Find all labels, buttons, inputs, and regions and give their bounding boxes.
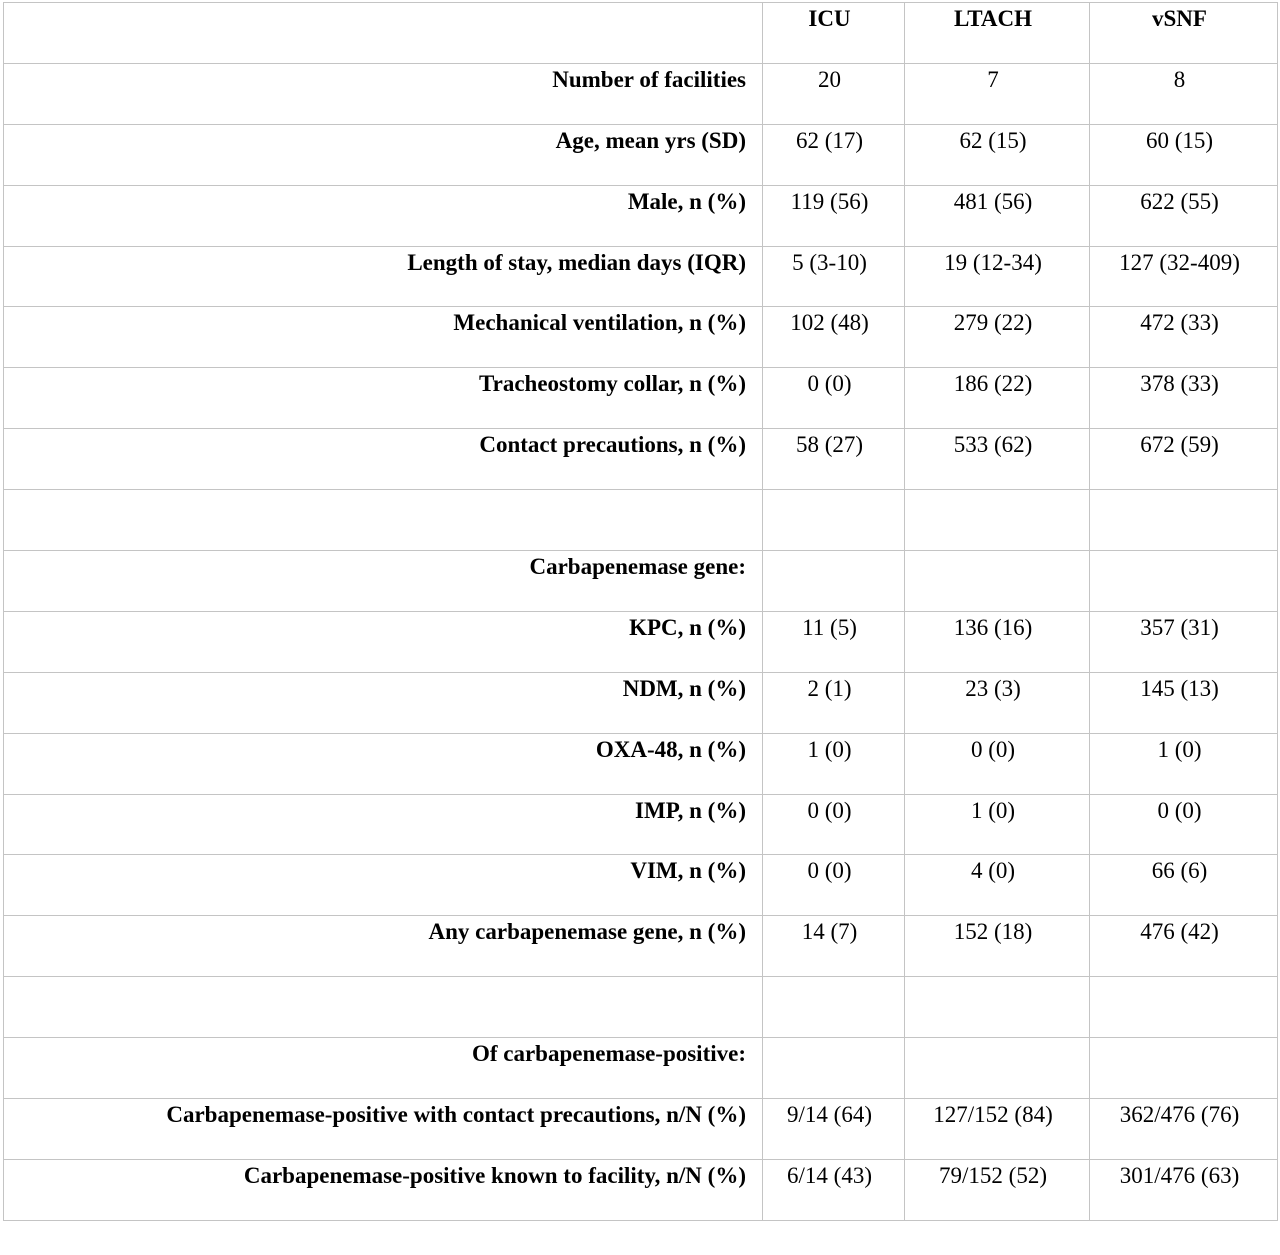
table-row [4,124,1278,185]
cell-vsnf: 672 (59) [1090,429,1278,490]
cell-ltach: 23 (3) [905,672,1090,733]
header-cell-icu: ICU [763,3,905,64]
cell-vsnf: 472 (33) [1090,307,1278,368]
header-cell-blank [4,3,763,64]
table-row [4,1038,1278,1099]
table-row [4,429,1278,490]
cell-vsnf [1090,977,1278,1038]
cell-ltach: 19 (12-34) [905,246,1090,307]
cell-icu: 58 (27) [763,429,905,490]
cell-icu: 0 (0) [763,368,905,429]
cell-icu [763,551,905,612]
row-label: Age, mean yrs (SD) [4,124,763,185]
cell-icu: 11 (5) [763,611,905,672]
header-cell-vsnf: vSNF [1090,3,1278,64]
cell-icu: 14 (7) [763,916,905,977]
cell-ltach: 127/152 (84) [905,1099,1090,1160]
cell-ltach: 1 (0) [905,794,1090,855]
cell-icu: 6/14 (43) [763,1159,905,1220]
cell-ltach: 186 (22) [905,368,1090,429]
table-row [4,794,1278,855]
row-label: Carbapenemase-positive known to facility, n/N (%) [4,1159,763,1220]
cell-icu: 5 (3-10) [763,246,905,307]
cell-icu: 2 (1) [763,672,905,733]
table-body [4,3,1278,1221]
table-row [4,1159,1278,1220]
cell-vsnf: 145 (13) [1090,672,1278,733]
table-row [4,916,1278,977]
table-row [4,855,1278,916]
cell-icu: 9/14 (64) [763,1099,905,1160]
row-label: OXA-48, n (%) [4,733,763,794]
table-row [4,307,1278,368]
cell-icu: 0 (0) [763,855,905,916]
cell-ltach: 7 [905,63,1090,124]
cell-vsnf [1090,551,1278,612]
cell-vsnf: 362/476 (76) [1090,1099,1278,1160]
table-row [4,733,1278,794]
row-label: NDM, n (%) [4,672,763,733]
cell-vsnf: 66 (6) [1090,855,1278,916]
cell-icu: 102 (48) [763,307,905,368]
table-row [4,368,1278,429]
row-label [4,490,763,551]
cell-vsnf: 476 (42) [1090,916,1278,977]
row-label: Tracheostomy collar, n (%) [4,368,763,429]
patient-characteristics-table [3,2,1278,1221]
cell-icu [763,977,905,1038]
cell-vsnf: 378 (33) [1090,368,1278,429]
table-row [4,672,1278,733]
cell-icu: 20 [763,63,905,124]
cell-ltach [905,551,1090,612]
table-row [4,185,1278,246]
cell-vsnf: 60 (15) [1090,124,1278,185]
row-label: IMP, n (%) [4,794,763,855]
table-row [4,490,1278,551]
cell-vsnf [1090,490,1278,551]
row-label: Of carbapenemase-positive: [4,1038,763,1099]
row-label: Mechanical ventilation, n (%) [4,307,763,368]
row-label: KPC, n (%) [4,611,763,672]
table-row [4,1099,1278,1160]
row-label: Number of facilities [4,63,763,124]
cell-ltach: 0 (0) [905,733,1090,794]
header-cell-ltach: LTACH [905,3,1090,64]
cell-icu: 1 (0) [763,733,905,794]
row-label: Male, n (%) [4,185,763,246]
cell-icu: 119 (56) [763,185,905,246]
cell-ltach [905,490,1090,551]
cell-vsnf: 0 (0) [1090,794,1278,855]
cell-vsnf [1090,1038,1278,1099]
table-row [4,551,1278,612]
cell-ltach [905,977,1090,1038]
cell-icu: 62 (17) [763,124,905,185]
cell-icu [763,1038,905,1099]
row-label: Any carbapenemase gene, n (%) [4,916,763,977]
cell-ltach: 62 (15) [905,124,1090,185]
cell-ltach: 79/152 (52) [905,1159,1090,1220]
cell-ltach: 4 (0) [905,855,1090,916]
cell-vsnf: 357 (31) [1090,611,1278,672]
table-row [4,611,1278,672]
table-row [4,977,1278,1038]
cell-ltach: 152 (18) [905,916,1090,977]
cell-ltach: 279 (22) [905,307,1090,368]
cell-ltach [905,1038,1090,1099]
row-label: Carbapenemase gene: [4,551,763,612]
row-label: Length of stay, median days (IQR) [4,246,763,307]
row-label: Carbapenemase-positive with contact precautions, n/N (%) [4,1099,763,1160]
cell-vsnf: 1 (0) [1090,733,1278,794]
cell-icu: 0 (0) [763,794,905,855]
cell-vsnf: 622 (55) [1090,185,1278,246]
table-row [4,246,1278,307]
cell-vsnf: 8 [1090,63,1278,124]
cell-ltach: 481 (56) [905,185,1090,246]
cell-icu [763,490,905,551]
row-label [4,977,763,1038]
header-row [4,3,1278,64]
table-row [4,63,1278,124]
cell-ltach: 533 (62) [905,429,1090,490]
cell-vsnf: 301/476 (63) [1090,1159,1278,1220]
row-label: VIM, n (%) [4,855,763,916]
row-label: Contact precautions, n (%) [4,429,763,490]
cell-ltach: 136 (16) [905,611,1090,672]
cell-vsnf: 127 (32-409) [1090,246,1278,307]
